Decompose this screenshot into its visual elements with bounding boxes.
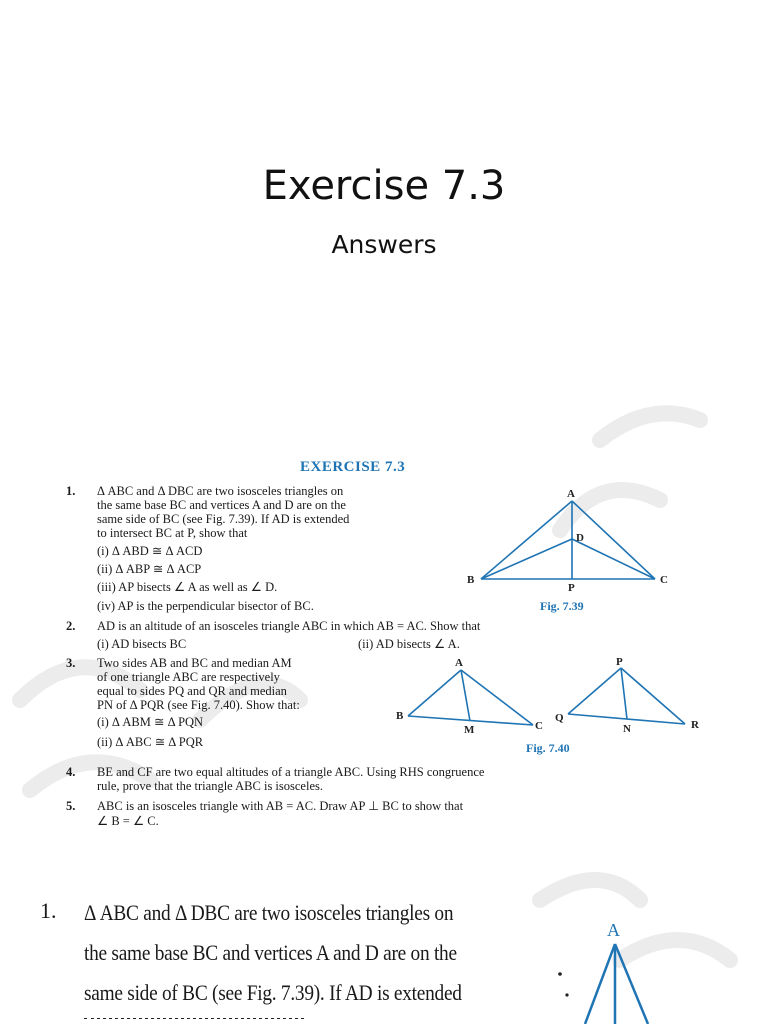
zoom-fig-label-a: A (607, 920, 620, 940)
q2-part-i: (i) AD bisects BC (97, 637, 187, 651)
figure-7-39 (455, 484, 685, 596)
q1-line-3: same side of BC (see Fig. 7.39). If AD is extended (97, 512, 350, 526)
figure-7-40 (393, 655, 713, 740)
fig739-label-p: P (568, 582, 575, 594)
fig740-label-p: P (616, 656, 623, 668)
fig739-label-a: A (567, 488, 575, 500)
q3-line-2: of one triangle ABC are respectively (97, 670, 280, 684)
fig740-label-r: R (691, 719, 699, 731)
exercise-heading: EXERCISE 7.3 (300, 459, 406, 475)
q1-part-iii: (iii) AP bisects ∠ A as well as ∠ D. (97, 580, 278, 594)
q1-part-ii: (ii) Δ ABP ≅ Δ ACP (97, 562, 202, 576)
q3-line-3: equal to sides PQ and QR and median (97, 684, 287, 698)
q3-number: 3. (66, 656, 76, 670)
zoom-q1-line-2: the same base BC and vertices A and D are on the (84, 940, 457, 965)
zoom-q1-line-3: same side of BC (see Fig. 7.39). If AD is extended (84, 980, 462, 1005)
fig740-label-b: B (396, 710, 404, 722)
fig740-label-q: Q (555, 712, 564, 724)
q1-part-iv: (iv) AP is the perpendicular bisector of BC. (97, 599, 314, 613)
page-title: Exercise 7.3 (262, 163, 506, 209)
fig739-label-b: B (467, 574, 475, 586)
q5-line-1: ABC is an isosceles triangle with AB = AC. Draw AP ⊥ BC to show that (97, 799, 464, 813)
page-subtitle: Answers (331, 230, 437, 259)
zoom-q1-line-1: Δ ABC and Δ DBC are two isosceles triangles on (84, 900, 454, 925)
q4-line-2: rule, prove that the triangle ABC is isosceles. (97, 779, 323, 793)
fig740-label-a: A (455, 657, 463, 669)
fig740-label-c: C (535, 720, 543, 732)
q3-line-4: PN of Δ PQR (see Fig. 7.40). Show that: (97, 698, 300, 712)
q1-line-1: Δ ABC and Δ DBC are two isosceles triangles on (97, 484, 344, 498)
q4-number: 4. (66, 765, 76, 779)
fig739-caption: Fig. 7.39 (540, 599, 584, 613)
zoom-q1-line-4-cut (84, 1018, 334, 1024)
fig739-label-c: C (660, 574, 668, 586)
zoom-q1-number: 1. (40, 898, 57, 923)
q1-line-2: the same base BC and vertices A and D are on the (97, 498, 346, 512)
q2-number: 2. (66, 619, 76, 633)
q3-line-1: Two sides AB and BC and median AM (97, 656, 292, 670)
fig739-label-d: D (576, 532, 584, 544)
q3-part-ii: (ii) Δ ABC ≅ Δ PQR (97, 735, 204, 749)
q5-number: 5. (66, 799, 76, 813)
zoom-figure-7-39 (550, 910, 690, 1024)
fig740-label-n: N (623, 723, 631, 735)
q1-part-i: (i) Δ ABD ≅ Δ ACD (97, 544, 203, 558)
q5-line-2: ∠ B = ∠ C. (97, 814, 159, 828)
q4-line-1: BE and CF are two equal altitudes of a triangle ABC. Using RHS congruence (97, 765, 485, 779)
q1-number: 1. (66, 484, 76, 498)
q1-line-4: to intersect BC at P, show that (97, 526, 248, 540)
q2-part-ii: (ii) AD bisects ∠ A. (358, 637, 460, 651)
fig740-caption: Fig. 7.40 (526, 741, 570, 755)
q2-line: AD is an altitude of an isosceles triangle ABC in which AB = AC. Show that (97, 619, 481, 633)
fig740-label-m: M (464, 724, 475, 736)
q3-part-i: (i) Δ ABM ≅ Δ PQN (97, 715, 204, 729)
